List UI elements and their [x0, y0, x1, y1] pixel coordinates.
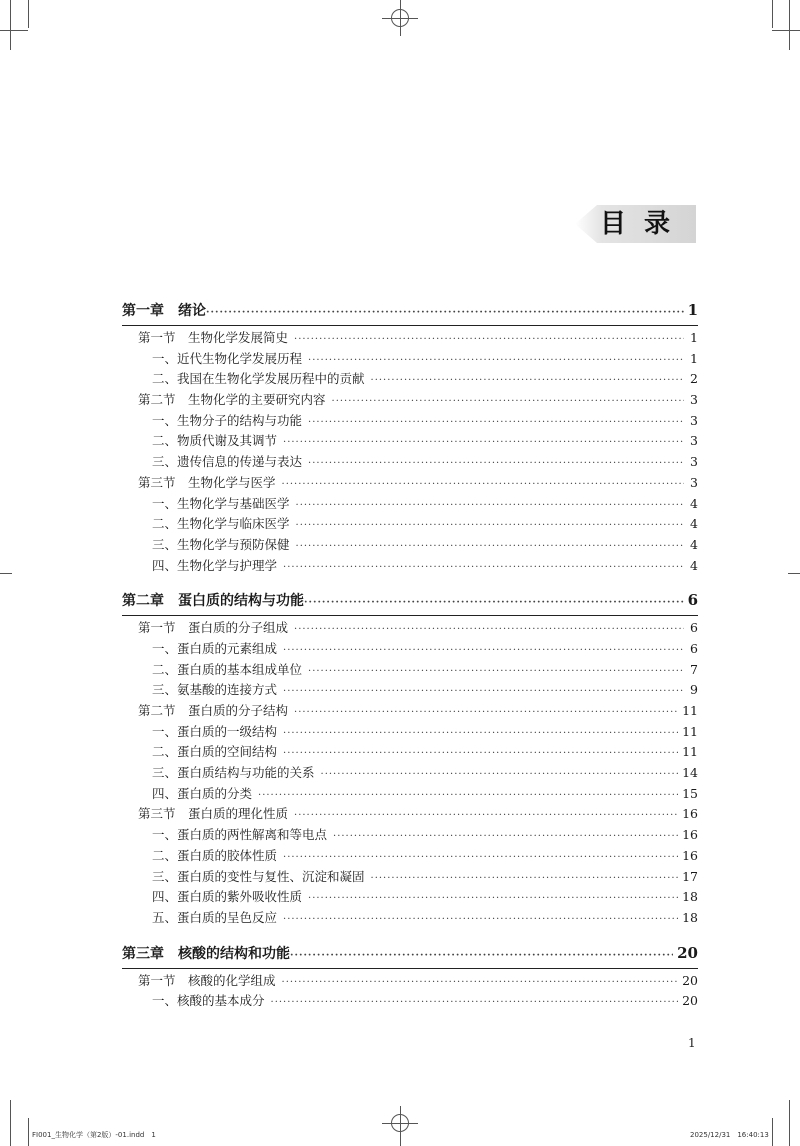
toc-item-title: 三、遗传信息的传递与表达	[152, 454, 303, 470]
crop-mark	[789, 0, 790, 50]
crop-mark	[772, 1118, 773, 1146]
toc-item[interactable]	[122, 867, 698, 888]
dot-leader	[258, 786, 678, 807]
toc-item-title: 一、蛋白质的元素组成	[152, 640, 278, 656]
toc-item[interactable]	[122, 825, 698, 846]
toc-section-page: 20	[682, 972, 698, 988]
toc-item-page: 7	[690, 661, 698, 677]
toc-item[interactable]	[122, 452, 698, 473]
crop-mark	[0, 30, 28, 31]
dot-leader	[371, 371, 684, 392]
crop-mark	[28, 0, 29, 28]
toc-section-page: 16	[682, 806, 698, 822]
dot-leader	[283, 433, 684, 454]
toc-section-title: 第一节 蛋白质的分子组成	[138, 620, 289, 636]
toc-item-page: 3	[690, 454, 698, 470]
toc-item-page: 1	[690, 350, 698, 366]
toc-item[interactable]	[122, 431, 698, 452]
toc-item-title: 一、蛋白质的两性解离和等电点	[152, 827, 328, 843]
crop-mark	[382, 1123, 418, 1124]
dot-leader	[308, 889, 678, 910]
dot-leader	[283, 724, 678, 745]
toc-item-title: 一、近代生物化学发展历程	[152, 350, 303, 366]
dot-leader	[308, 351, 684, 372]
toc-item[interactable]	[122, 763, 698, 784]
dot-leader	[296, 496, 684, 517]
toc-item-page: 17	[682, 868, 698, 884]
toc-item-page: 4	[690, 557, 698, 573]
toc-item-title: 二、蛋白质的胶体性质	[152, 847, 278, 863]
dot-leader	[304, 588, 684, 617]
toc-section-page: 11	[682, 703, 698, 718]
toc-chapter-page: 20	[677, 943, 698, 962]
toc-item-page: 16	[682, 847, 698, 863]
toc-item-page: 14	[682, 765, 698, 781]
crop-mark	[400, 1106, 401, 1146]
toc-item-page: 15	[682, 785, 698, 801]
toc-item-page: 20	[682, 993, 698, 1009]
toc-item-page: 9	[690, 682, 698, 698]
toc-item-page: 11	[682, 723, 698, 739]
print-slug-datetime: 2025/12/31 16:40:13	[690, 1131, 769, 1139]
toc-item-title: 五、蛋白质的呈色反应	[152, 909, 278, 925]
crop-mark	[10, 1100, 11, 1146]
dot-leader	[294, 330, 684, 351]
toc-item-page: 3	[690, 433, 698, 449]
crop-mark	[10, 0, 11, 50]
page-number: 1	[688, 1036, 696, 1050]
toc-item[interactable]	[122, 514, 698, 535]
toc-item[interactable]	[122, 660, 698, 681]
toc-section-title: 第三节 蛋白质的理化性质	[138, 806, 289, 822]
toc-item-title: 四、生物化学与护理学	[152, 557, 278, 573]
toc-item-title: 一、蛋白质的一级结构	[152, 723, 278, 739]
toc-section[interactable]	[122, 473, 698, 494]
toc-section-title: 第一节 生物化学发展简史	[138, 330, 289, 345]
toc-item-page: 4	[690, 516, 698, 532]
toc-section[interactable]	[122, 971, 698, 992]
toc-section-title: 第二节 蛋白质的分子结构	[138, 703, 289, 718]
dot-leader	[282, 973, 679, 994]
toc-item-title: 一、生物化学与基础医学	[152, 495, 290, 511]
dot-leader	[283, 558, 684, 579]
toc-item-title: 四、蛋白质的紫外吸收性质	[152, 889, 303, 905]
dot-leader	[294, 806, 678, 827]
dot-leader	[283, 682, 684, 703]
toc-item[interactable]	[122, 349, 698, 370]
dot-leader	[271, 993, 679, 1014]
dot-leader	[283, 848, 678, 869]
dot-leader	[296, 537, 684, 558]
dot-leader	[308, 662, 684, 683]
toc-section-page: 1	[690, 330, 698, 345]
toc-item-page: 3	[690, 412, 698, 428]
toc-section[interactable]	[122, 390, 698, 411]
toc-item-title: 三、氨基酸的连接方式	[152, 682, 278, 698]
toc-section[interactable]	[122, 701, 698, 722]
toc-chapter-title: 第二章 蛋白质的结构与功能	[122, 593, 304, 610]
crop-mark	[772, 0, 773, 28]
page-title: 目录	[600, 209, 689, 239]
toc-item-title: 三、蛋白质结构与功能的关系	[152, 765, 315, 781]
toc-item[interactable]	[122, 908, 698, 929]
toc-chapter-title: 第一章 绪论	[122, 303, 206, 319]
toc-item[interactable]	[122, 722, 698, 743]
toc-item-title: 二、生物化学与临床医学	[152, 516, 290, 532]
dot-leader	[296, 516, 684, 537]
dot-leader	[371, 869, 679, 890]
toc-item-title: 二、物质代谢及其调节	[152, 433, 278, 449]
toc-section[interactable]	[122, 618, 698, 639]
dot-leader	[308, 413, 684, 434]
toc-item-page: 11	[682, 744, 698, 760]
toc-item[interactable]	[122, 535, 698, 556]
dot-leader	[206, 298, 684, 327]
toc-item-title: 二、我国在生物化学发展历程中的贡献	[152, 371, 365, 387]
dot-leader	[332, 392, 684, 413]
crop-mark	[788, 573, 800, 574]
toc-item[interactable]	[122, 639, 698, 660]
toc-item[interactable]	[122, 411, 698, 432]
toc-item-page: 18	[682, 909, 698, 925]
toc-item-page: 4	[690, 536, 698, 552]
dot-leader	[321, 765, 679, 786]
toc-item[interactable]	[122, 369, 698, 390]
crop-mark	[28, 1118, 29, 1146]
toc-item-title: 一、生物分子的结构与功能	[152, 412, 303, 428]
toc-section[interactable]	[122, 328, 698, 349]
dot-leader	[308, 454, 684, 475]
toc-item-title: 二、蛋白质的基本组成单位	[152, 661, 303, 677]
toc-item[interactable]	[122, 784, 698, 805]
toc-chapter[interactable]	[122, 296, 698, 325]
toc-chapter[interactable]	[122, 586, 698, 615]
toc-section-title: 第二节 生物化学的主要研究内容	[138, 392, 326, 408]
toc-item-page: 18	[682, 889, 698, 905]
toc-section-title: 第三节 生物化学与医学	[138, 474, 276, 490]
table-of-contents	[122, 296, 698, 1012]
toc-item[interactable]	[122, 846, 698, 867]
dot-leader	[294, 703, 678, 724]
crop-mark	[772, 30, 800, 31]
toc-item-title: 二、蛋白质的空间结构	[152, 744, 278, 760]
toc-item-title: 四、蛋白质的分类	[152, 785, 253, 801]
toc-chapter-page: 1	[687, 301, 698, 319]
toc-item[interactable]	[122, 887, 698, 908]
toc-section-title: 第一节 核酸的化学组成	[138, 972, 276, 988]
toc-chapter-page: 6	[687, 591, 698, 610]
toc-item[interactable]	[122, 494, 698, 515]
dot-leader	[283, 910, 678, 931]
toc-item-page: 4	[690, 495, 698, 511]
toc-item-title: 三、蛋白质的变性与复性、沉淀和凝固	[152, 868, 365, 884]
toc-chapter-title: 第三章 核酸的结构和功能	[122, 945, 290, 962]
toc-item-title: 一、核酸的基本成分	[152, 993, 265, 1009]
dot-leader	[333, 827, 678, 848]
toc-section[interactable]	[122, 804, 698, 825]
print-slug-file: FI001_生物化学（第2版）-01.indd 1	[32, 1131, 156, 1139]
crop-mark	[789, 1100, 790, 1146]
toc-section-page: 3	[690, 474, 698, 490]
dot-leader	[290, 941, 673, 970]
toc-chapter[interactable]	[122, 939, 698, 968]
toc-section-page: 3	[690, 392, 698, 408]
crop-mark	[0, 573, 12, 574]
crop-mark	[382, 18, 418, 19]
dot-leader	[283, 744, 678, 765]
dot-leader	[282, 475, 684, 496]
dot-leader	[294, 620, 684, 641]
toc-item-page: 16	[682, 827, 698, 843]
dot-leader	[283, 641, 684, 662]
toc-section-page: 6	[690, 620, 698, 636]
toc-item[interactable]	[122, 991, 698, 1012]
toc-item-page: 2	[690, 371, 698, 387]
toc-item[interactable]	[122, 742, 698, 763]
toc-item[interactable]	[122, 556, 698, 577]
toc-item[interactable]	[122, 680, 698, 701]
toc-item-title: 三、生物化学与预防保健	[152, 536, 290, 552]
toc-item-page: 6	[690, 640, 698, 656]
